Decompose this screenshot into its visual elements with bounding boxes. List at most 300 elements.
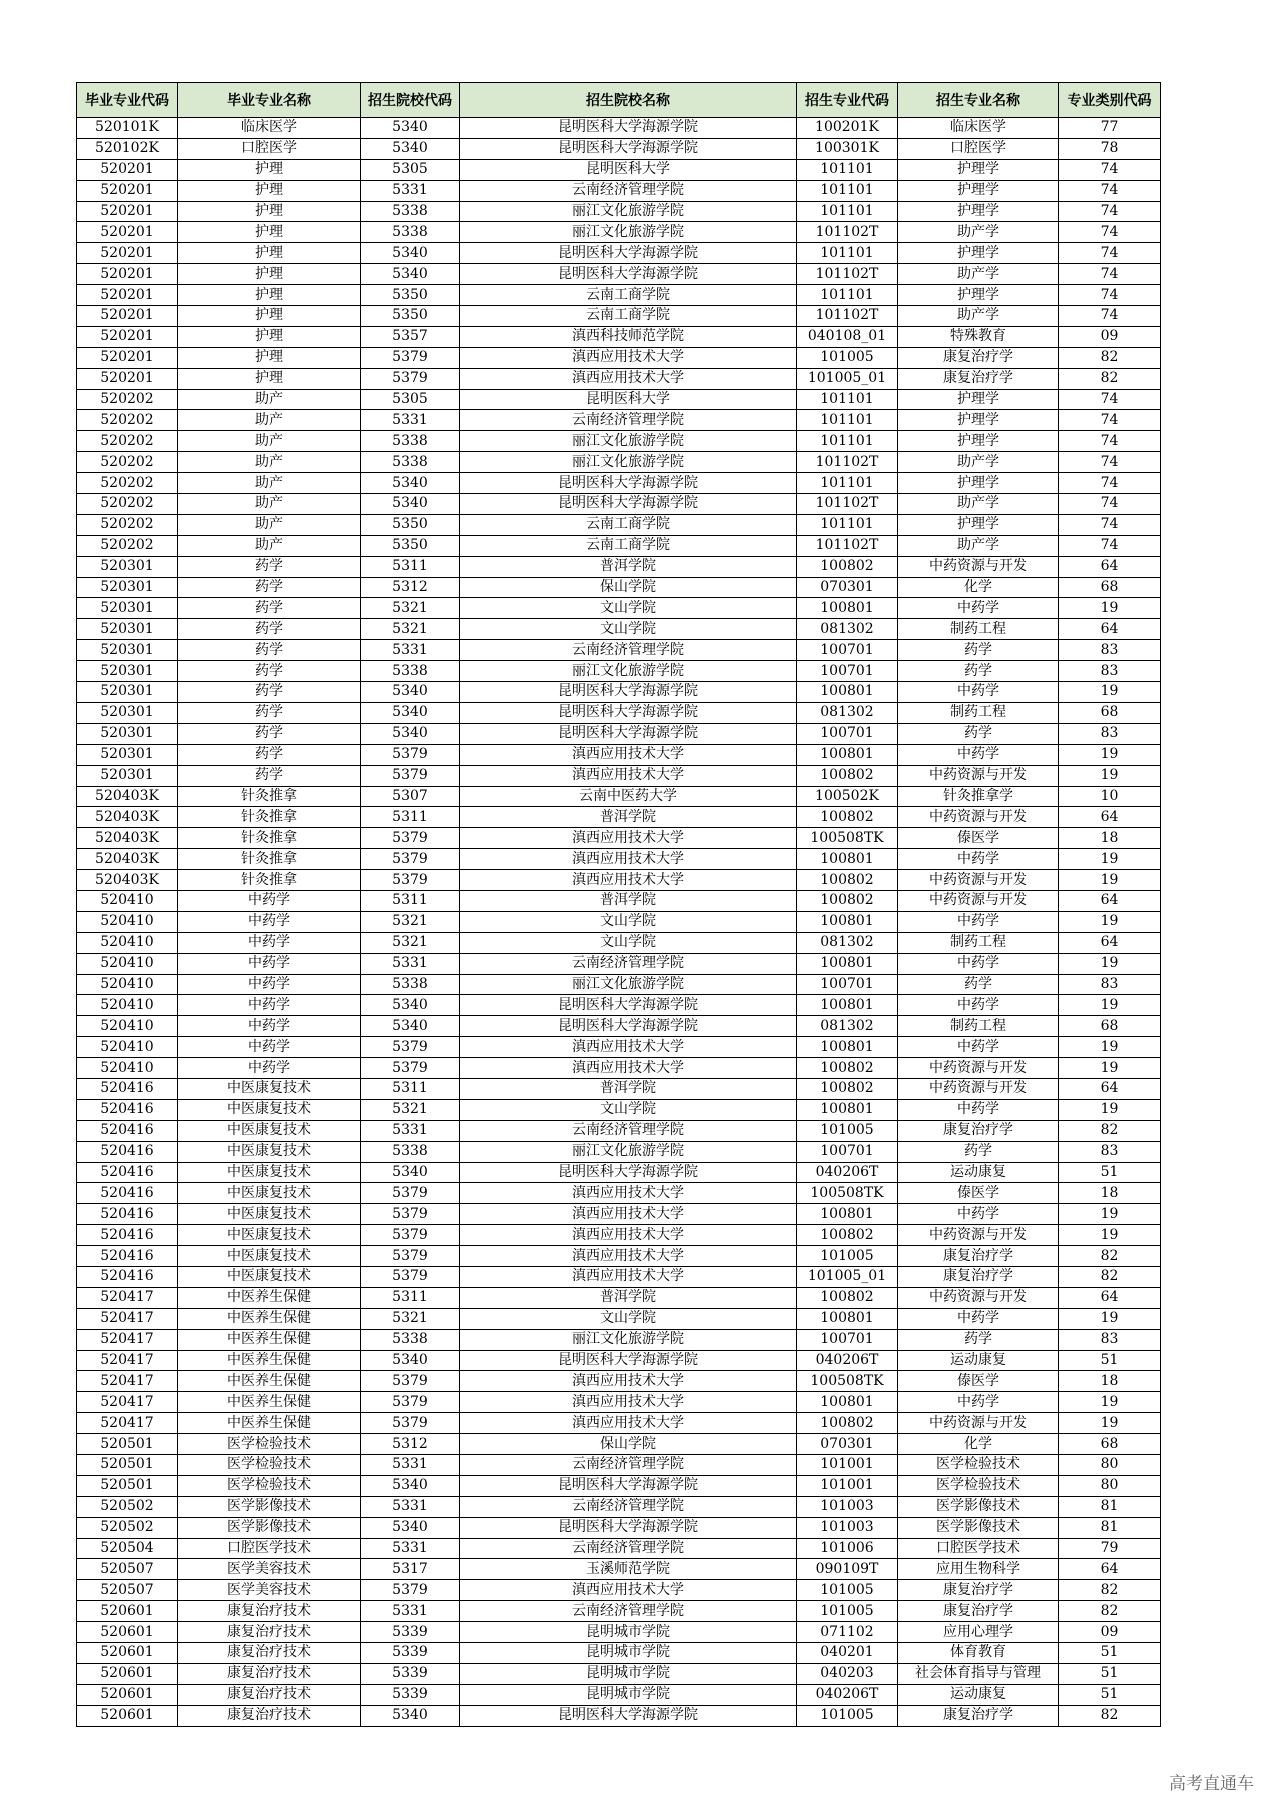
grad-major-name-cell: 药学: [178, 744, 361, 765]
grad-major-name-cell: 口腔医学: [178, 138, 361, 159]
category-code-cell: 74: [1059, 431, 1161, 452]
category-code-cell: 74: [1059, 159, 1161, 180]
grad-major-name-cell: 中医养生保健: [178, 1308, 361, 1329]
enroll-major-code-cell: 101101: [797, 159, 898, 180]
category-code-cell: 79: [1059, 1538, 1161, 1559]
grad-major-code-cell: 520403K: [77, 870, 178, 891]
school-code-cell: 5350: [361, 285, 460, 306]
school-name-cell: 滇西应用技术大学: [460, 1580, 797, 1601]
table-row: [77, 264, 1161, 285]
table-row: [77, 410, 1161, 431]
enroll-major-code-cell: 100508TK: [797, 828, 898, 849]
grad-major-name-cell: 康复治疗技术: [178, 1684, 361, 1705]
category-code-cell: 81: [1059, 1517, 1161, 1538]
table-row: [77, 1141, 1161, 1162]
school-code-cell: 5379: [361, 1392, 460, 1413]
enroll-major-name-cell: 应用生物科学: [898, 1559, 1059, 1580]
table-row: [77, 1266, 1161, 1287]
school-name-cell: 文山学院: [460, 1308, 797, 1329]
enroll-major-code-cell: 100801: [797, 953, 898, 974]
enroll-major-name-cell: 中药学: [898, 1392, 1059, 1413]
school-name-cell: 昆明医科大学海源学院: [460, 243, 797, 264]
table-row: [77, 1058, 1161, 1079]
school-code-cell: 5338: [361, 201, 460, 222]
category-code-cell: 74: [1059, 494, 1161, 515]
school-code-cell: 5340: [361, 1350, 460, 1371]
school-name-cell: 昆明医科大学海源学院: [460, 494, 797, 515]
school-code-cell: 5340: [361, 682, 460, 703]
grad-major-name-cell: 口腔医学技术: [178, 1538, 361, 1559]
enroll-major-code-cell: 101102T: [797, 494, 898, 515]
school-name-cell: 昆明医科大学: [460, 389, 797, 410]
grad-major-name-cell: 护理: [178, 264, 361, 285]
school-name-cell: 普洱学院: [460, 890, 797, 911]
table-row: [77, 1078, 1161, 1099]
grad-major-name-cell: 护理: [178, 285, 361, 306]
header-grad-major-name: 毕业专业名称: [178, 83, 361, 118]
enroll-major-code-cell: 100802: [797, 1078, 898, 1099]
school-name-cell: 昆明医科大学海源学院: [460, 264, 797, 285]
table-row: [77, 514, 1161, 535]
enroll-major-code-cell: 100801: [797, 682, 898, 703]
enroll-major-code-cell: 101005: [797, 1705, 898, 1726]
enroll-major-code-cell: 070301: [797, 577, 898, 598]
enroll-major-name-cell: 制药工程: [898, 932, 1059, 953]
school-name-cell: 昆明医科大学海源学院: [460, 118, 797, 139]
header-school-name: 招生院校名称: [460, 83, 797, 118]
table-row: [77, 494, 1161, 515]
enroll-major-code-cell: 101005: [797, 1246, 898, 1267]
enroll-major-name-cell: 化学: [898, 577, 1059, 598]
grad-major-code-cell: 520410: [77, 953, 178, 974]
grad-major-name-cell: 助产: [178, 535, 361, 556]
grad-major-code-cell: 520504: [77, 1538, 178, 1559]
category-code-cell: 19: [1059, 1392, 1161, 1413]
table-row: [77, 1392, 1161, 1413]
enroll-major-name-cell: 中药资源与开发: [898, 1287, 1059, 1308]
grad-major-name-cell: 助产: [178, 431, 361, 452]
school-code-cell: 5379: [361, 1183, 460, 1204]
grad-major-name-cell: 医学检验技术: [178, 1434, 361, 1455]
school-name-cell: 昆明医科大学海源学院: [460, 723, 797, 744]
school-code-cell: 5379: [361, 1413, 460, 1434]
school-name-cell: 滇西应用技术大学: [460, 765, 797, 786]
enroll-major-name-cell: 制药工程: [898, 702, 1059, 723]
school-code-cell: 5312: [361, 1434, 460, 1455]
enroll-major-name-cell: 傣医学: [898, 828, 1059, 849]
enroll-major-name-cell: 中药资源与开发: [898, 870, 1059, 891]
grad-major-name-cell: 中医养生保健: [178, 1413, 361, 1434]
category-code-cell: 68: [1059, 1016, 1161, 1037]
table-row: [77, 870, 1161, 891]
category-code-cell: 74: [1059, 306, 1161, 327]
category-code-cell: 82: [1059, 347, 1161, 368]
school-name-cell: 普洱学院: [460, 556, 797, 577]
enroll-major-name-cell: 康复治疗学: [898, 1246, 1059, 1267]
school-code-cell: 5379: [361, 828, 460, 849]
grad-major-code-cell: 520301: [77, 640, 178, 661]
enroll-major-name-cell: 中药学: [898, 1099, 1059, 1120]
category-code-cell: 19: [1059, 1413, 1161, 1434]
enroll-major-name-cell: 护理学: [898, 180, 1059, 201]
grad-major-code-cell: 520301: [77, 723, 178, 744]
enroll-major-code-cell: 100801: [797, 744, 898, 765]
table-row: [77, 619, 1161, 640]
school-name-cell: 丽江文化旅游学院: [460, 222, 797, 243]
enroll-major-name-cell: 护理学: [898, 285, 1059, 306]
grad-major-name-cell: 中药学: [178, 890, 361, 911]
table-row: [77, 640, 1161, 661]
grad-major-name-cell: 医学美容技术: [178, 1559, 361, 1580]
enroll-major-name-cell: 助产学: [898, 535, 1059, 556]
school-name-cell: 昆明医科大学海源学院: [460, 1016, 797, 1037]
school-code-cell: 5379: [361, 347, 460, 368]
enroll-major-code-cell: 100201K: [797, 118, 898, 139]
enroll-major-name-cell: 制药工程: [898, 1016, 1059, 1037]
grad-major-name-cell: 中医康复技术: [178, 1204, 361, 1225]
school-code-cell: 5305: [361, 389, 460, 410]
enroll-major-name-cell: 中药资源与开发: [898, 807, 1059, 828]
grad-major-name-cell: 医学检验技术: [178, 1455, 361, 1476]
school-name-cell: 滇西应用技术大学: [460, 1204, 797, 1225]
enroll-major-name-cell: 护理学: [898, 431, 1059, 452]
grad-major-code-cell: 520417: [77, 1413, 178, 1434]
category-code-cell: 51: [1059, 1162, 1161, 1183]
enroll-major-name-cell: 医学影像技术: [898, 1496, 1059, 1517]
grad-major-name-cell: 康复治疗技术: [178, 1643, 361, 1664]
school-code-cell: 5307: [361, 786, 460, 807]
grad-major-name-cell: 助产: [178, 473, 361, 494]
table-row: [77, 786, 1161, 807]
category-code-cell: 83: [1059, 723, 1161, 744]
school-code-cell: 5340: [361, 1162, 460, 1183]
school-code-cell: 5321: [361, 619, 460, 640]
school-code-cell: 5321: [361, 1308, 460, 1329]
school-name-cell: 昆明医科大学海源学院: [460, 1517, 797, 1538]
category-code-cell: 83: [1059, 661, 1161, 682]
category-code-cell: 82: [1059, 1705, 1161, 1726]
grad-major-code-cell: 520202: [77, 514, 178, 535]
enroll-major-name-cell: 助产学: [898, 222, 1059, 243]
grad-major-code-cell: 520416: [77, 1099, 178, 1120]
school-code-cell: 5331: [361, 180, 460, 201]
enroll-major-code-cell: 101101: [797, 514, 898, 535]
table-row: [77, 1329, 1161, 1350]
grad-major-name-cell: 中药学: [178, 974, 361, 995]
enroll-major-code-cell: 081302: [797, 619, 898, 640]
grad-major-name-cell: 中医养生保健: [178, 1287, 361, 1308]
table-row: [77, 744, 1161, 765]
category-code-cell: 64: [1059, 1078, 1161, 1099]
category-code-cell: 64: [1059, 1559, 1161, 1580]
admission-table: [76, 82, 1161, 1727]
grad-major-name-cell: 中药学: [178, 911, 361, 932]
enroll-major-code-cell: 090109T: [797, 1559, 898, 1580]
table-row: [77, 347, 1161, 368]
school-code-cell: 5379: [361, 1371, 460, 1392]
table-row: [77, 1246, 1161, 1267]
enroll-major-name-cell: 护理学: [898, 389, 1059, 410]
school-code-cell: 5379: [361, 1225, 460, 1246]
school-name-cell: 云南工商学院: [460, 514, 797, 535]
school-name-cell: 昆明医科大学海源学院: [460, 1705, 797, 1726]
school-name-cell: 云南经济管理学院: [460, 1496, 797, 1517]
table-row: [77, 1705, 1161, 1726]
table-row: [77, 556, 1161, 577]
grad-major-name-cell: 中医养生保健: [178, 1371, 361, 1392]
grad-major-name-cell: 护理: [178, 159, 361, 180]
enroll-major-name-cell: 化学: [898, 1434, 1059, 1455]
enroll-major-code-cell: 100802: [797, 1413, 898, 1434]
enroll-major-name-cell: 中药资源与开发: [898, 765, 1059, 786]
grad-major-name-cell: 护理: [178, 243, 361, 264]
enroll-major-name-cell: 医学影像技术: [898, 1517, 1059, 1538]
grad-major-code-cell: 520202: [77, 389, 178, 410]
enroll-major-name-cell: 康复治疗学: [898, 347, 1059, 368]
school-name-cell: 云南经济管理学院: [460, 180, 797, 201]
grad-major-code-cell: 520416: [77, 1120, 178, 1141]
grad-major-code-cell: 520202: [77, 410, 178, 431]
grad-major-name-cell: 中医康复技术: [178, 1225, 361, 1246]
school-name-cell: 丽江文化旅游学院: [460, 201, 797, 222]
school-name-cell: 玉溪师范学院: [460, 1559, 797, 1580]
grad-major-code-cell: 520301: [77, 702, 178, 723]
school-code-cell: 5340: [361, 138, 460, 159]
enroll-major-name-cell: 中药资源与开发: [898, 1078, 1059, 1099]
grad-major-name-cell: 中医康复技术: [178, 1099, 361, 1120]
school-name-cell: 滇西应用技术大学: [460, 1371, 797, 1392]
category-code-cell: 82: [1059, 1580, 1161, 1601]
grad-major-code-cell: 520301: [77, 598, 178, 619]
enroll-major-code-cell: 101101: [797, 201, 898, 222]
enroll-major-name-cell: 中药学: [898, 1204, 1059, 1225]
table-row: [77, 849, 1161, 870]
enroll-major-code-cell: 101005: [797, 347, 898, 368]
enroll-major-code-cell: 101001: [797, 1475, 898, 1496]
school-code-cell: 5379: [361, 1246, 460, 1267]
school-code-cell: 5379: [361, 765, 460, 786]
school-code-cell: 5379: [361, 744, 460, 765]
enroll-major-code-cell: 100802: [797, 1058, 898, 1079]
table-row: [77, 243, 1161, 264]
enroll-major-name-cell: 护理学: [898, 159, 1059, 180]
grad-major-name-cell: 药学: [178, 765, 361, 786]
school-code-cell: 5339: [361, 1622, 460, 1643]
grad-major-code-cell: 520416: [77, 1183, 178, 1204]
table-row: [77, 577, 1161, 598]
category-code-cell: 74: [1059, 264, 1161, 285]
grad-major-name-cell: 医学影像技术: [178, 1496, 361, 1517]
school-code-cell: 5338: [361, 452, 460, 473]
enroll-major-code-cell: 101101: [797, 473, 898, 494]
grad-major-code-cell: 520201: [77, 347, 178, 368]
enroll-major-code-cell: 101001: [797, 1455, 898, 1476]
school-code-cell: 5338: [361, 661, 460, 682]
grad-major-code-cell: 520410: [77, 995, 178, 1016]
school-name-cell: 云南工商学院: [460, 306, 797, 327]
category-code-cell: 83: [1059, 1329, 1161, 1350]
category-code-cell: 74: [1059, 514, 1161, 535]
enroll-major-name-cell: 针灸推拿学: [898, 786, 1059, 807]
category-code-cell: 19: [1059, 682, 1161, 703]
table-row: [77, 535, 1161, 556]
enroll-major-name-cell: 中药资源与开发: [898, 1225, 1059, 1246]
category-code-cell: 82: [1059, 1601, 1161, 1622]
grad-major-name-cell: 康复治疗技术: [178, 1705, 361, 1726]
grad-major-code-cell: 520201: [77, 180, 178, 201]
table-row: [77, 118, 1161, 139]
enroll-major-code-cell: 100801: [797, 1392, 898, 1413]
table-row: [77, 911, 1161, 932]
grad-major-name-cell: 中药学: [178, 995, 361, 1016]
enroll-major-code-cell: 081302: [797, 1016, 898, 1037]
category-code-cell: 78: [1059, 138, 1161, 159]
table-row: [77, 473, 1161, 494]
school-code-cell: 5311: [361, 556, 460, 577]
enroll-major-code-cell: 100701: [797, 974, 898, 995]
enroll-major-code-cell: 101101: [797, 180, 898, 201]
grad-major-name-cell: 中医康复技术: [178, 1141, 361, 1162]
grad-major-code-cell: 520202: [77, 494, 178, 515]
grad-major-code-cell: 520410: [77, 974, 178, 995]
school-code-cell: 5321: [361, 1099, 460, 1120]
grad-major-name-cell: 中医康复技术: [178, 1266, 361, 1287]
school-code-cell: 5339: [361, 1663, 460, 1684]
grad-major-code-cell: 520501: [77, 1475, 178, 1496]
grad-major-code-cell: 520416: [77, 1266, 178, 1287]
category-code-cell: 19: [1059, 765, 1161, 786]
school-name-cell: 滇西应用技术大学: [460, 744, 797, 765]
grad-major-code-cell: 520201: [77, 368, 178, 389]
school-code-cell: 5338: [361, 431, 460, 452]
school-code-cell: 5379: [361, 849, 460, 870]
grad-major-name-cell: 药学: [178, 556, 361, 577]
school-name-cell: 滇西科技师范学院: [460, 326, 797, 347]
school-code-cell: 5331: [361, 953, 460, 974]
grad-major-code-cell: 520601: [77, 1663, 178, 1684]
table-row: [77, 1225, 1161, 1246]
category-code-cell: 18: [1059, 1183, 1161, 1204]
table-row: [77, 1016, 1161, 1037]
category-code-cell: 74: [1059, 243, 1161, 264]
grad-major-code-cell: 520102K: [77, 138, 178, 159]
grad-major-name-cell: 医学美容技术: [178, 1580, 361, 1601]
school-code-cell: 5305: [361, 159, 460, 180]
school-name-cell: 昆明医科大学海源学院: [460, 1350, 797, 1371]
table-row: [77, 1037, 1161, 1058]
enroll-major-name-cell: 药学: [898, 661, 1059, 682]
enroll-major-code-cell: 071102: [797, 1622, 898, 1643]
school-code-cell: 5338: [361, 974, 460, 995]
grad-major-code-cell: 520403K: [77, 828, 178, 849]
enroll-major-name-cell: 中药学: [898, 744, 1059, 765]
table-row: [77, 1308, 1161, 1329]
school-code-cell: 5338: [361, 1141, 460, 1162]
table-row: [77, 974, 1161, 995]
enroll-major-name-cell: 康复治疗学: [898, 1601, 1059, 1622]
enroll-major-code-cell: 101102T: [797, 452, 898, 473]
school-code-cell: 5339: [361, 1684, 460, 1705]
table-row: [77, 1559, 1161, 1580]
category-code-cell: 18: [1059, 828, 1161, 849]
grad-major-code-cell: 520101K: [77, 118, 178, 139]
school-code-cell: 5340: [361, 702, 460, 723]
enroll-major-code-cell: 100301K: [797, 138, 898, 159]
grad-major-code-cell: 520201: [77, 285, 178, 306]
school-name-cell: 云南工商学院: [460, 535, 797, 556]
school-name-cell: 昆明医科大学: [460, 159, 797, 180]
school-code-cell: 5311: [361, 1078, 460, 1099]
enroll-major-name-cell: 运动康复: [898, 1162, 1059, 1183]
school-name-cell: 丽江文化旅游学院: [460, 974, 797, 995]
grad-major-code-cell: 520202: [77, 431, 178, 452]
school-code-cell: 5379: [361, 870, 460, 891]
enroll-major-name-cell: 中药学: [898, 995, 1059, 1016]
grad-major-code-cell: 520601: [77, 1684, 178, 1705]
grad-major-code-cell: 520201: [77, 264, 178, 285]
grad-major-name-cell: 针灸推拿: [178, 828, 361, 849]
enroll-major-name-cell: 中药学: [898, 1037, 1059, 1058]
enroll-major-name-cell: 中药学: [898, 953, 1059, 974]
school-name-cell: 文山学院: [460, 932, 797, 953]
school-code-cell: 5350: [361, 306, 460, 327]
school-code-cell: 5331: [361, 1120, 460, 1141]
grad-major-code-cell: 520403K: [77, 849, 178, 870]
school-code-cell: 5331: [361, 410, 460, 431]
enroll-major-code-cell: 070301: [797, 1434, 898, 1455]
table-row: [77, 765, 1161, 786]
table-row: [77, 890, 1161, 911]
enroll-major-code-cell: 101101: [797, 389, 898, 410]
table-row: [77, 285, 1161, 306]
enroll-major-name-cell: 护理学: [898, 243, 1059, 264]
enroll-major-code-cell: 100801: [797, 849, 898, 870]
table-row: [77, 1120, 1161, 1141]
table-row: [77, 180, 1161, 201]
enroll-major-name-cell: 康复治疗学: [898, 368, 1059, 389]
school-name-cell: 滇西应用技术大学: [460, 1037, 797, 1058]
grad-major-name-cell: 中药学: [178, 1037, 361, 1058]
grad-major-code-cell: 520201: [77, 201, 178, 222]
table-row: [77, 1684, 1161, 1705]
enroll-major-code-cell: 040206T: [797, 1162, 898, 1183]
category-code-cell: 09: [1059, 1622, 1161, 1643]
school-name-cell: 丽江文化旅游学院: [460, 452, 797, 473]
enroll-major-code-cell: 101003: [797, 1517, 898, 1538]
enroll-major-code-cell: 101101: [797, 285, 898, 306]
enroll-major-code-cell: 101101: [797, 431, 898, 452]
enroll-major-name-cell: 中药资源与开发: [898, 890, 1059, 911]
table-row: [77, 201, 1161, 222]
enroll-major-name-cell: 傣医学: [898, 1183, 1059, 1204]
table-row: [77, 598, 1161, 619]
category-code-cell: 19: [1059, 849, 1161, 870]
school-name-cell: 云南经济管理学院: [460, 1455, 797, 1476]
school-code-cell: 5340: [361, 243, 460, 264]
enroll-major-name-cell: 中药学: [898, 1308, 1059, 1329]
category-code-cell: 74: [1059, 222, 1161, 243]
enroll-major-code-cell: 101102T: [797, 535, 898, 556]
enroll-major-code-cell: 101006: [797, 1538, 898, 1559]
grad-major-code-cell: 520301: [77, 682, 178, 703]
school-name-cell: 昆明城市学院: [460, 1643, 797, 1664]
category-code-cell: 51: [1059, 1684, 1161, 1705]
table-row: [77, 368, 1161, 389]
school-name-cell: 保山学院: [460, 577, 797, 598]
enroll-major-name-cell: 药学: [898, 723, 1059, 744]
school-name-cell: 保山学院: [460, 1434, 797, 1455]
grad-major-code-cell: 520501: [77, 1455, 178, 1476]
